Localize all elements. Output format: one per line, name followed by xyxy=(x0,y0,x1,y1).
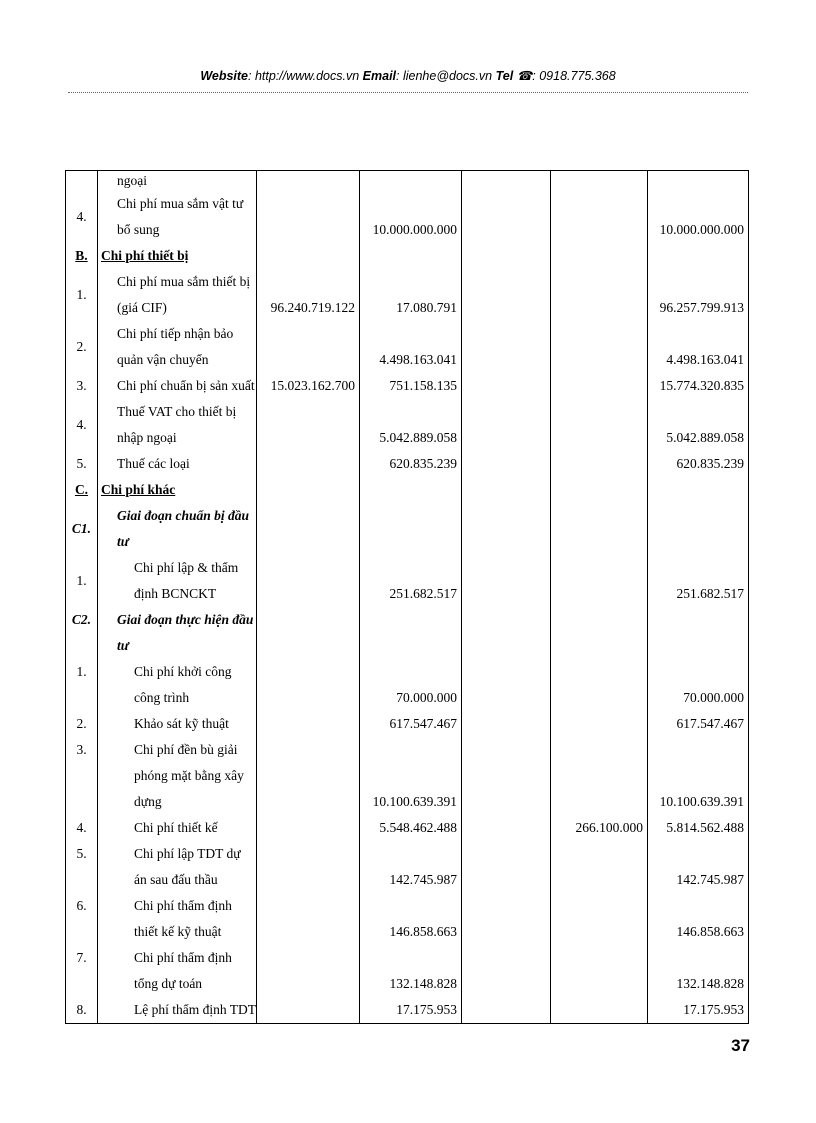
row-name: Thuế các loại xyxy=(98,451,257,477)
cell-col5 xyxy=(648,607,749,659)
table-row xyxy=(66,659,749,711)
cell-col2: 132.148.828 xyxy=(360,945,462,997)
phone-icon: ☎ xyxy=(516,69,533,83)
row-name: Chi phí mua sắm vật tư bổ sung xyxy=(98,191,257,243)
cell-col3 xyxy=(462,997,551,1024)
section-stt: B. xyxy=(66,243,98,269)
row-name: Chi phí lập & thẩm định BCNCKT xyxy=(98,555,257,607)
table-row xyxy=(66,711,749,737)
cell-col4 xyxy=(551,269,648,321)
row-stt: 4. xyxy=(66,815,98,841)
cell-col5 xyxy=(648,243,749,269)
row-stt: 5. xyxy=(66,451,98,477)
row-stt: 3. xyxy=(66,373,98,399)
cell-col1 xyxy=(257,399,360,451)
cell-col5 xyxy=(648,477,749,503)
cell-col2: 10.000.000.000 xyxy=(360,191,462,243)
cell-col4 xyxy=(551,191,648,243)
cell-col3 xyxy=(462,399,551,451)
cell-col5: 10.000.000.000 xyxy=(648,191,749,243)
cell-col1 xyxy=(257,451,360,477)
table-row xyxy=(66,477,749,503)
phase-stt: C2. xyxy=(66,607,98,659)
table-row xyxy=(66,555,749,607)
cell-col2: 251.682.517 xyxy=(360,555,462,607)
email-value: : lienhe@docs.vn xyxy=(396,69,493,83)
cell-col2: 620.835.239 xyxy=(360,451,462,477)
table-row xyxy=(66,321,749,373)
table-row xyxy=(66,893,749,945)
cell-col4 xyxy=(551,607,648,659)
cell-col2: 4.498.163.041 xyxy=(360,321,462,373)
cell-col3 xyxy=(462,321,551,373)
cell-col3 xyxy=(462,815,551,841)
table-row xyxy=(66,171,749,192)
cell-col4 xyxy=(551,893,648,945)
cell-col2: 10.100.639.391 xyxy=(360,737,462,815)
cell-col5: 15.774.320.835 xyxy=(648,373,749,399)
cell-col4 xyxy=(551,659,648,711)
cell-col3 xyxy=(462,659,551,711)
cell-col5: 96.257.799.913 xyxy=(648,269,749,321)
row-stt: 8. xyxy=(66,997,98,1024)
cell-col2 xyxy=(360,607,462,659)
cell-col5: 5.814.562.488 xyxy=(648,815,749,841)
table-row xyxy=(66,191,749,243)
row-stt: 1. xyxy=(66,269,98,321)
row-name: ngoại xyxy=(98,171,257,192)
cell-col3 xyxy=(462,555,551,607)
cell-col3 xyxy=(462,243,551,269)
cell-col4 xyxy=(551,171,648,192)
table-row xyxy=(66,503,749,555)
cell-col5: 142.745.987 xyxy=(648,841,749,893)
cell-col2: 751.158.135 xyxy=(360,373,462,399)
cell-col3 xyxy=(462,841,551,893)
section-title: Chi phí thiết bị xyxy=(98,243,257,269)
cell-col3 xyxy=(462,269,551,321)
cell-col1 xyxy=(257,815,360,841)
cell-col2: 142.745.987 xyxy=(360,841,462,893)
row-stt: 4. xyxy=(66,399,98,451)
table-row xyxy=(66,373,749,399)
cell-col4 xyxy=(551,555,648,607)
website-value: : http://www.docs.vn xyxy=(248,69,360,83)
row-name: Chi phí mua sắm thiết bị (giá CIF) xyxy=(98,269,257,321)
page-header xyxy=(0,68,816,83)
cell-col2: 17.175.953 xyxy=(360,997,462,1024)
cell-col1: 15.023.162.700 xyxy=(257,373,360,399)
row-stt: 2. xyxy=(66,711,98,737)
cell-col5: 620.835.239 xyxy=(648,451,749,477)
cell-col2: 5.548.462.488 xyxy=(360,815,462,841)
cell-col2 xyxy=(360,477,462,503)
cell-col1 xyxy=(257,997,360,1024)
cell-col4 xyxy=(551,477,648,503)
cell-col1 xyxy=(257,893,360,945)
cell-col1 xyxy=(257,321,360,373)
cell-col1 xyxy=(257,477,360,503)
row-stt: 2. xyxy=(66,321,98,373)
row-stt: 6. xyxy=(66,893,98,945)
cell-col3 xyxy=(462,451,551,477)
cell-col2: 17.080.791 xyxy=(360,269,462,321)
cell-col5 xyxy=(648,171,749,192)
row-name: Chi phí thẩm định thiết kế kỹ thuật xyxy=(98,893,257,945)
row-stt: 1. xyxy=(66,659,98,711)
table-row xyxy=(66,841,749,893)
row-name: Chi phí thiết kế xyxy=(98,815,257,841)
cell-col4 xyxy=(551,737,648,815)
cell-col1 xyxy=(257,711,360,737)
phase-stt: C1. xyxy=(66,503,98,555)
cell-col1 xyxy=(257,171,360,192)
tel-value: : 0918.775.368 xyxy=(532,69,616,83)
tel-label: Tel xyxy=(495,69,514,83)
cell-col2: 70.000.000 xyxy=(360,659,462,711)
cell-col1: 96.240.719.122 xyxy=(257,269,360,321)
cell-col1 xyxy=(257,841,360,893)
cell-col1 xyxy=(257,737,360,815)
cell-col3 xyxy=(462,171,551,192)
row-name: Khảo sát kỹ thuật xyxy=(98,711,257,737)
cell-col3 xyxy=(462,373,551,399)
row-stt: 3. xyxy=(66,737,98,815)
cell-col4: 266.100.000 xyxy=(551,815,648,841)
cell-col1 xyxy=(257,659,360,711)
cell-col5: 17.175.953 xyxy=(648,997,749,1024)
cell-col2: 146.858.663 xyxy=(360,893,462,945)
page-number: 37 xyxy=(731,1036,750,1055)
row-stt: 5. xyxy=(66,841,98,893)
row-name: Chi phí thẩm định tổng dự toán xyxy=(98,945,257,997)
cell-col3 xyxy=(462,737,551,815)
cell-col2: 617.547.467 xyxy=(360,711,462,737)
table-row xyxy=(66,451,749,477)
table-row xyxy=(66,607,749,659)
cell-col1 xyxy=(257,945,360,997)
row-stt xyxy=(66,171,98,192)
phase-title: Giai đoạn thực hiện đầu tư xyxy=(98,607,257,659)
cell-col4 xyxy=(551,997,648,1024)
cell-col2 xyxy=(360,503,462,555)
cell-col5 xyxy=(648,503,749,555)
row-name: Chi phí khởi công công trình xyxy=(98,659,257,711)
table-row xyxy=(66,997,749,1024)
table-row xyxy=(66,945,749,997)
row-name: Chi phí chuẩn bị sản xuất xyxy=(98,373,257,399)
website-label: Website xyxy=(200,69,249,83)
cell-col3 xyxy=(462,945,551,997)
row-name: Chi phí tiếp nhận bảo quản vận chuyển xyxy=(98,321,257,373)
row-stt: 1. xyxy=(66,555,98,607)
table-row xyxy=(66,815,749,841)
cell-col2: 5.042.889.058 xyxy=(360,399,462,451)
row-name: Lệ phí thẩm định TDT xyxy=(98,997,257,1024)
cell-col3 xyxy=(462,191,551,243)
cell-col4 xyxy=(551,321,648,373)
cell-col5: 132.148.828 xyxy=(648,945,749,997)
cell-col4 xyxy=(551,503,648,555)
cell-col5: 146.858.663 xyxy=(648,893,749,945)
cell-col4 xyxy=(551,711,648,737)
row-name: Chi phí đền bù giải phóng mặt bằng xây dựng xyxy=(98,737,257,815)
cell-col5: 10.100.639.391 xyxy=(648,737,749,815)
row-stt: 7. xyxy=(66,945,98,997)
row-name: Thuế VAT cho thiết bị nhập ngoại xyxy=(98,399,257,451)
cell-col1 xyxy=(257,607,360,659)
header-divider xyxy=(68,92,748,93)
cell-col2 xyxy=(360,243,462,269)
cell-col1 xyxy=(257,503,360,555)
cell-col4 xyxy=(551,841,648,893)
email-label: Email xyxy=(362,69,397,83)
cost-table xyxy=(65,170,749,1024)
cell-col1 xyxy=(257,191,360,243)
table-row xyxy=(66,399,749,451)
row-name: Chi phí lập TDT dự án sau đấu thầu xyxy=(98,841,257,893)
cell-col5: 251.682.517 xyxy=(648,555,749,607)
cell-col4 xyxy=(551,373,648,399)
table-row xyxy=(66,269,749,321)
cell-col5: 4.498.163.041 xyxy=(648,321,749,373)
cell-col3 xyxy=(462,893,551,945)
cell-col4 xyxy=(551,451,648,477)
cell-col5: 70.000.000 xyxy=(648,659,749,711)
cell-col4 xyxy=(551,399,648,451)
cell-col4 xyxy=(551,945,648,997)
cell-col5: 617.547.467 xyxy=(648,711,749,737)
cell-col3 xyxy=(462,711,551,737)
section-title: Chi phí khác xyxy=(98,477,257,503)
cell-col3 xyxy=(462,477,551,503)
cell-col4 xyxy=(551,243,648,269)
cell-col1 xyxy=(257,243,360,269)
row-stt: 4. xyxy=(66,191,98,243)
table-row xyxy=(66,737,749,815)
cell-col3 xyxy=(462,607,551,659)
table-row xyxy=(66,243,749,269)
section-stt: C. xyxy=(66,477,98,503)
phase-title: Giai đoạn chuẩn bị đầu tư xyxy=(98,503,257,555)
cell-col5: 5.042.889.058 xyxy=(648,399,749,451)
cell-col3 xyxy=(462,503,551,555)
cell-col2 xyxy=(360,171,462,192)
cell-col1 xyxy=(257,555,360,607)
